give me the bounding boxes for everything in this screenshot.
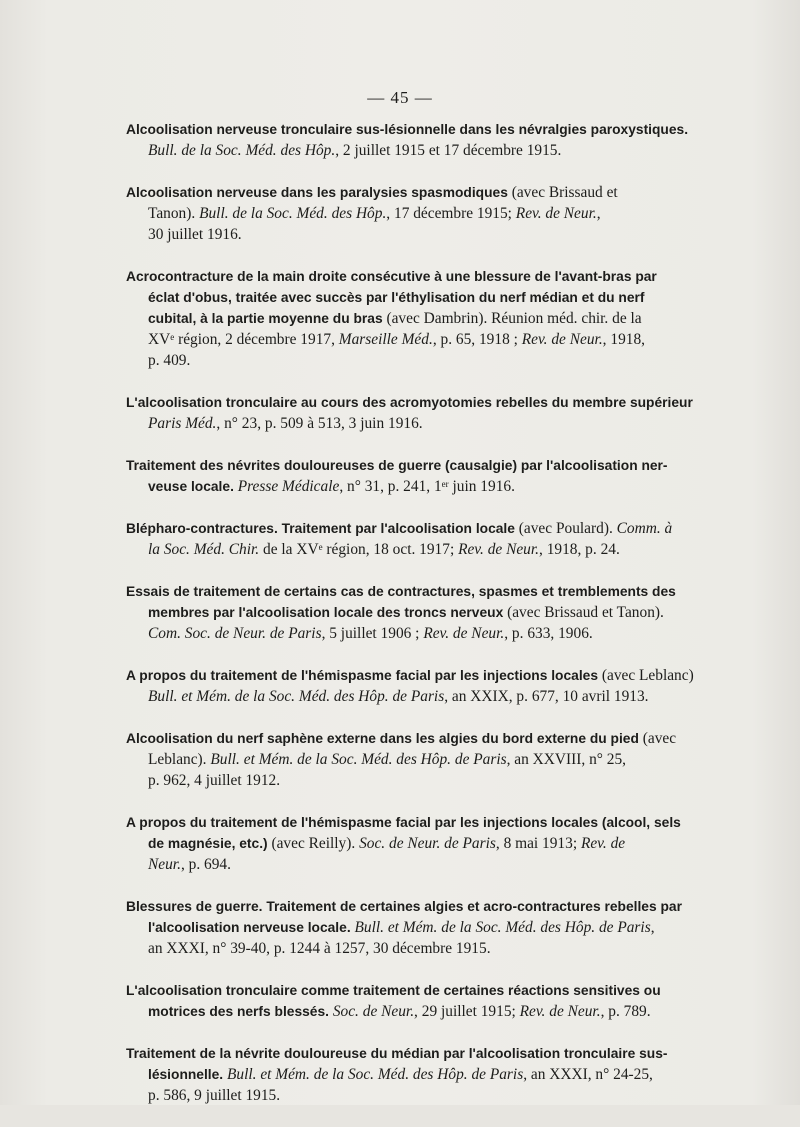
entry-title: A propos du traitement de l'hémispasme facial par les injections locales (alcool, sels (126, 815, 681, 830)
entry-journal: Presse Médicale (237, 478, 340, 495)
entry-line (126, 896, 726, 917)
entry-text: (avec Brissaud et Tanon). (503, 604, 664, 621)
entry-line (126, 623, 726, 644)
entry-text: p. 962, 4 juillet 1912. (148, 772, 281, 789)
entry-line (126, 1043, 726, 1064)
bibliography-entry (126, 728, 726, 791)
entry-line (126, 392, 726, 413)
bibliography-entry (126, 266, 726, 371)
entry-journal: Bull. de la Soc. Méd. des Hôp. (199, 205, 387, 222)
bibliography-entry (126, 665, 726, 707)
entry-line (126, 686, 726, 707)
entry-line (126, 812, 726, 833)
entry-title: Alcoolisation nerveuse tronculaire sus-lésionnelle dans les névralgies paroxystiques. (126, 122, 689, 137)
entry-text: de la XV (259, 541, 319, 558)
page-number: — 45 — (367, 88, 433, 107)
entry-text: an XXXI, n° 39-40, p. 1244 à 1257, 30 décembre 1915. (148, 940, 491, 957)
entry-text: (avec Leblanc) (598, 667, 694, 684)
superscript: e (318, 542, 323, 552)
entry-title: Traitement de la névrite douloureuse du médian par l'alcoolisation tronculaire sus- (126, 1046, 668, 1061)
entry-journal: Neur. (148, 856, 181, 873)
entry-line (126, 350, 726, 371)
bibliography-entry (126, 581, 726, 644)
entry-journal: Bull. et Mém. de la Soc. Méd. des Hôp. de Paris (210, 751, 507, 768)
bibliography-entry (126, 896, 726, 959)
entry-line (126, 203, 726, 224)
entry-text: , 1918, p. 24. (539, 541, 620, 558)
entry-text: XV (148, 331, 171, 348)
entry-journal: Bull. et Mém. de la Soc. Méd. des Hôp. de Paris (148, 688, 445, 705)
entry-text: , p. 789. (600, 1003, 651, 1020)
entry-line (126, 413, 726, 434)
entry-journal: Rev. de Neur. (458, 541, 539, 558)
entry-text: , p. 694. (180, 856, 231, 873)
entry-text: , 8 mai 1913; (495, 835, 581, 852)
entry-journal: Rev. de Neur. (423, 625, 505, 642)
entry-line (126, 476, 726, 497)
entry-title: Blépharo-contractures. Traitement par l'alcoolisation locale (126, 521, 515, 536)
entry-title: Blessures de guerre. Traitement de certaines algies et acro-contractures rebelles par (126, 899, 682, 914)
entry-journal: Rev. de Neur. (519, 1003, 601, 1020)
entry-journal: Soc. de Neur. (332, 1003, 415, 1020)
entry-line (126, 728, 726, 749)
entry-text: , an XXIX, p. 677, 10 avril 1913. (444, 688, 649, 705)
entry-journal: Rev. de Neur. (515, 205, 597, 222)
entry-line (126, 665, 726, 686)
entry-text: , 2 juillet 1915 et 17 décembre 1915. (335, 142, 562, 159)
entry-text: 30 juillet 1916. (148, 226, 242, 243)
entry-line (126, 602, 726, 623)
bibliography-entry (126, 518, 726, 560)
entry-text: , 1918, (602, 331, 645, 348)
entry-line (126, 938, 726, 959)
entry-line (126, 182, 726, 203)
entry-line (126, 917, 726, 938)
entry-text: p. 586, 9 juillet 1915. (148, 1087, 281, 1104)
entry-text: , an XXVIII, n° 25, (506, 751, 627, 768)
entry-title: lésionnelle. (148, 1067, 227, 1082)
entry-line (126, 518, 726, 539)
entry-title: cubital, à la partie moyenne du bras (148, 311, 383, 326)
entry-line (126, 980, 726, 1001)
entry-title: L'alcoolisation tronculaire au cours des acromyotomies rebelles du membre supérieur (126, 395, 693, 410)
entry-line (126, 1085, 726, 1106)
entry-text: (avec Reilly). (267, 835, 360, 852)
entry-text: , 17 décembre 1915; (386, 205, 516, 222)
entry-text: Tanon). (148, 205, 200, 222)
entry-title: Acrocontracture de la main droite consécutive à une blessure de l'avant-bras par (126, 269, 657, 284)
entry-text: Leblanc). (148, 751, 211, 768)
entry-line (126, 854, 726, 875)
entry-text: , n° 31, p. 241, 1 (339, 478, 442, 495)
entry-line (126, 224, 726, 245)
entry-text: (avec (638, 730, 677, 747)
entry-title: Alcoolisation nerveuse dans les paralysies spasmodiques (126, 185, 508, 200)
entry-text: (avec Dambrin). Réunion méd. chir. de la (382, 310, 642, 327)
bibliography-entry (126, 980, 726, 1022)
entry-line (126, 308, 726, 329)
entry-title: A propos du traitement de l'hémispasme facial par les injections locales (126, 668, 599, 683)
entry-line (126, 455, 726, 476)
superscript: e (170, 332, 175, 342)
entry-line (126, 749, 726, 770)
entry-journal: Bull. de la Soc. Méd. des Hôp. (148, 142, 336, 159)
entry-text: , p. 633, 1906. (504, 625, 593, 642)
entry-journal: Paris Méd. (148, 415, 217, 432)
entry-title: L'alcoolisation tronculaire comme traitement de certaines réactions sensitives ou (126, 983, 661, 998)
bibliography-entry (126, 1043, 726, 1106)
bibliography-entry (126, 812, 726, 875)
bibliography-entry (126, 455, 726, 497)
entry-journal: la Soc. Méd. Chir. (148, 541, 260, 558)
superscript: er (441, 479, 449, 489)
entry-title: éclat d'obus, traitée avec succès par l'éthylisation du nerf médian et du nerf (148, 290, 645, 305)
entry-title: de magnésie, etc.) (148, 836, 268, 851)
entry-line (126, 140, 726, 161)
bibliography-entry (126, 392, 726, 434)
entry-title: l'alcoolisation nerveuse locale. (148, 920, 355, 935)
entry-title: Traitement des névrites douloureuses de guerre (causalgie) par l'alcoolisation ner- (126, 458, 668, 473)
entry-line (126, 287, 726, 308)
entry-line (126, 1001, 726, 1022)
entry-text: , 29 juillet 1915; (414, 1003, 520, 1020)
entry-journal: Bull. et Mém. de la Soc. Méd. des Hôp. de Paris (226, 1066, 524, 1083)
entry-text: juin 1916. (448, 478, 515, 495)
entry-line (126, 119, 726, 140)
entry-text: , (596, 205, 601, 222)
entry-text: , n° 23, p. 509 à 513, 3 juin 1916. (216, 415, 423, 432)
entry-line (126, 266, 726, 287)
entry-title: veuse locale. (148, 479, 238, 494)
bibliography-entry (126, 182, 726, 245)
bibliography-list (126, 119, 726, 1127)
entry-line (126, 1064, 726, 1085)
entry-title: membres par l'alcoolisation locale des troncs nerveux (148, 605, 504, 620)
entry-text: , (650, 919, 655, 936)
entry-text: (avec Poulard). (514, 520, 617, 537)
entry-journal: Rev. de (580, 835, 626, 852)
bibliography-entry (126, 119, 726, 161)
entry-line (126, 329, 726, 350)
entry-journal: Marseille Méd. (338, 331, 433, 348)
entry-text: p. 409. (148, 352, 191, 369)
entry-journal: Com. Soc. de Neur. de Paris (148, 625, 322, 642)
entry-journal: Rev. de Neur. (521, 331, 603, 348)
entry-text: région, 2 décembre 1917, (174, 331, 339, 348)
entry-title: Essais de traitement de certains cas de contractures, spasmes et tremblements des (126, 584, 676, 599)
entry-text: , p. 65, 1918 ; (432, 331, 522, 348)
entry-text: (avec Brissaud et (507, 184, 618, 201)
entry-journal: Soc. de Neur. de Paris (359, 835, 496, 852)
entry-title: Alcoolisation du nerf saphène externe dans les algies du bord externe du pied (126, 731, 639, 746)
entry-line (126, 581, 726, 602)
entry-line (126, 539, 726, 560)
entry-text: région, 18 oct. 1917; (322, 541, 459, 558)
entry-journal: Bull. et Mém. de la Soc. Méd. des Hôp. de Paris (354, 919, 651, 936)
entry-line (126, 833, 726, 854)
entry-text: , 5 juillet 1906 ; (321, 625, 424, 642)
entry-line (126, 770, 726, 791)
entry-journal: Comm. à (616, 520, 673, 537)
entry-title: motrices des nerfs blessés. (148, 1004, 333, 1019)
entry-text: , an XXXI, n° 24-25, (523, 1066, 653, 1083)
